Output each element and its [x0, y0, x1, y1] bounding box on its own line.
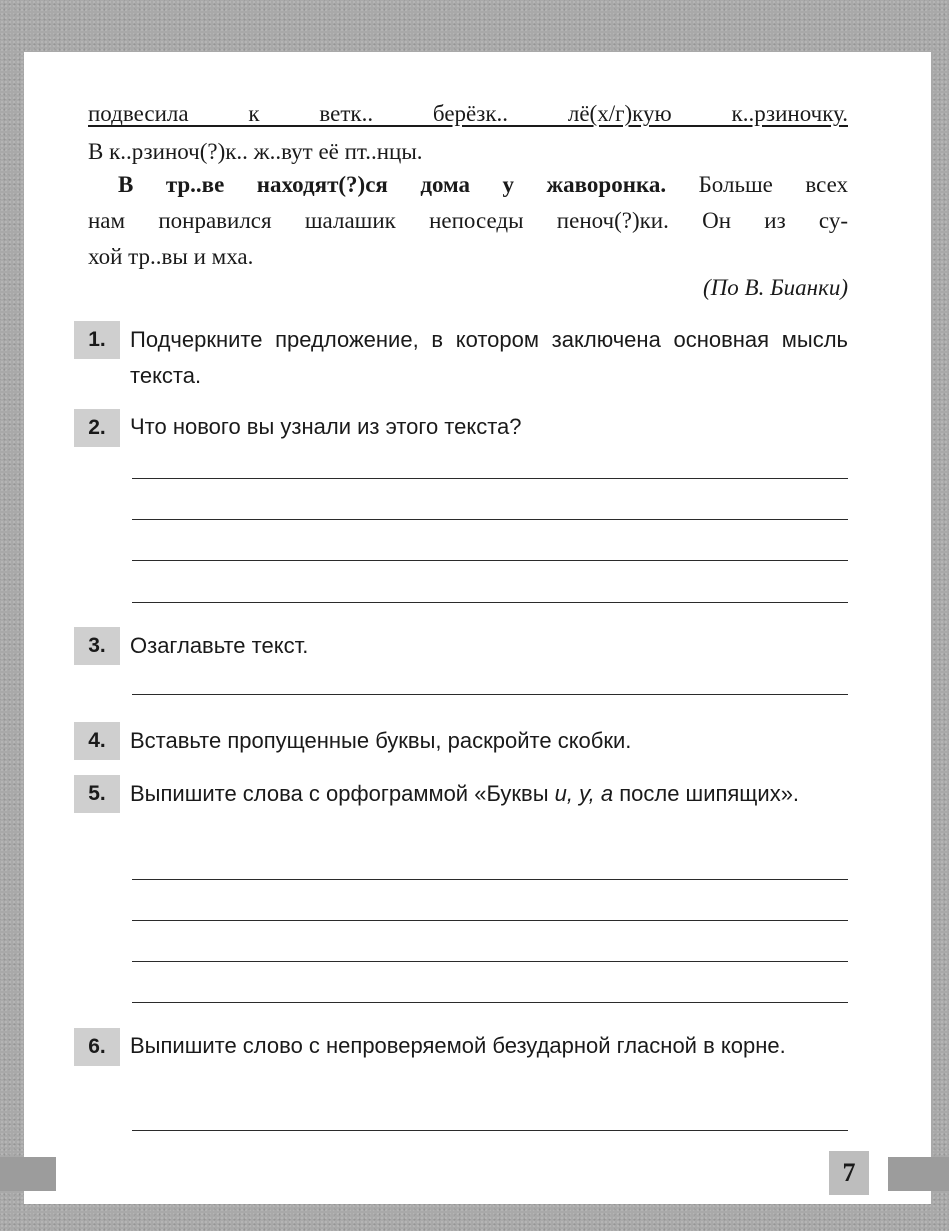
task-5-number: 5. — [74, 775, 120, 813]
passage-line-4: нам понравился шалашик непоседы пеноч(?)ки. Он из су- — [88, 208, 848, 233]
task-1-number: 1. — [74, 321, 120, 359]
page-number: 7 — [829, 1151, 869, 1195]
answer-line-5a[interactable] — [132, 879, 848, 880]
passage-line-3-rest: Больше всех — [666, 172, 848, 197]
answer-line-3[interactable] — [132, 694, 848, 695]
task-6-text: Выпишите слово с непроверяемой безударной гласной в корне. — [130, 1033, 786, 1058]
passage-credit: (По В. Бианки) — [703, 275, 848, 300]
answer-line-5d[interactable] — [132, 1002, 848, 1003]
task-6-number: 6. — [74, 1028, 120, 1066]
task-5-letters: и, у, а — [554, 781, 614, 806]
footer-band-left — [0, 1157, 56, 1191]
task-4-number: 4. — [74, 722, 120, 760]
passage-line-2: В к..рзиноч(?)к.. ж..вут её пт..нцы. — [88, 139, 423, 164]
task-2-text: Что нового вы узнали из этого текста? — [130, 414, 522, 439]
answer-line-2c[interactable] — [132, 560, 848, 561]
task-4-text: Вставьте пропущенные буквы, раскройте скобки. — [130, 728, 632, 753]
answer-line-6[interactable] — [132, 1130, 848, 1131]
answer-line-2b[interactable] — [132, 519, 848, 520]
task-5-text-after: после шипящих». — [613, 781, 800, 806]
task-3-text: Озаглавьте текст. — [130, 633, 309, 658]
task-3-number: 3. — [74, 627, 120, 665]
task-5-text — [130, 776, 848, 812]
answer-line-2d[interactable] — [132, 602, 848, 603]
main-idea-sentence: В тр..ве находят(?)ся дома у жаворонка. — [118, 172, 667, 197]
passage-line-3 — [88, 170, 848, 200]
answer-line-2a[interactable] — [132, 478, 848, 479]
task-2-number: 2. — [74, 409, 120, 447]
footer-band-right — [888, 1157, 949, 1191]
passage-line-1: подвесила к ветк.. берёзк.. лё(х/г)кую к..рзиночку. — [88, 101, 848, 126]
task-1-text: Подчеркните предложение, в котором заключена основная мысль текста. — [130, 327, 848, 388]
passage-line-5: хой тр..вы и мха. — [88, 244, 254, 269]
answer-line-5b[interactable] — [132, 920, 848, 921]
answer-line-5c[interactable] — [132, 961, 848, 962]
task-5-text-before: Выпишите слова с орфограммой «Буквы — [130, 781, 555, 806]
